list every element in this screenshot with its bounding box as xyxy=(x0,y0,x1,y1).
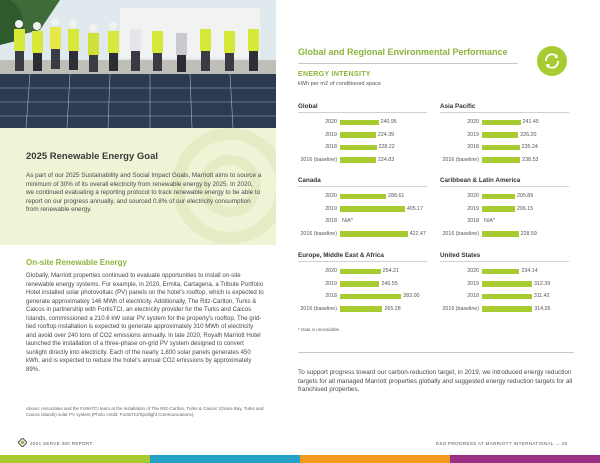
value-label: 235.24 xyxy=(521,144,538,150)
value-bar xyxy=(340,231,408,237)
chart-row xyxy=(298,143,427,154)
photo-caption: Above: Associates and the FortisTCI team at the installation of The Ritz-Carlton, Turks & Caicos' (Grace Bay, Turks and Caicos Islands) solar PV system (Photo credit: FortisTCI/Spotlight Communications). xyxy=(26,406,264,418)
chart-row xyxy=(298,280,427,291)
year-label: 2018 xyxy=(325,293,337,299)
value-label: 205.89 xyxy=(516,193,534,199)
chart-row xyxy=(298,292,427,303)
region-name: Global xyxy=(298,103,427,113)
chart-row xyxy=(440,205,569,216)
onsite-body: Globally, Marriott properties continued to evaluate opportunities to install on-site renewable energy systems. For example, in 2020, Ermita, Cartagena, a Tribute Portfolio Hotel installed solar photovoltaic (PV) panels on the hotel's rooftop, which is expected to generate approximately 146 MWh of electricity. Additionally, The Ritz-Carlton, Turks & Caicos in partnership with FortisTCI, an electricity provider for the Turks and Caicos Islands, commissioned a 210.6 kW solar PV system for the property's rooftop. The grid-tied rooftop installation is expected to generate approximately 310 MWh of electricity and avoid over 240 tons of CO2 emissions annually. In late 2020, Royalh Marriott Hotel launched the installation of a three-phase on-grid PV system designed to convert sunlight directly into electricity. Each of the nearly 1,800 solar panels generates 450 kWh, and is expected to reduce the hotel's annual CO2 emissions by approximately 89%. xyxy=(26,272,264,374)
value-bar xyxy=(340,294,401,300)
year-label: 2020 xyxy=(325,119,337,125)
year-label: 2018 xyxy=(325,144,337,150)
value-bar xyxy=(340,281,379,287)
goal-body: As part of our 2025 Sustainability and Social Impact Goals, Marriott aims to source a minimum of 30% of its overall electricity from renewable energy by 2025. In 2020, we continued evaluating a reporting protocol to track renewable energy to be able to report on our progress annually, and sourced 0.8% of our electricity consumption from renewable energy. xyxy=(26,172,262,214)
region-chart xyxy=(440,177,569,240)
region-name: Caribbean & Latin America xyxy=(440,177,569,187)
chart-row xyxy=(440,217,569,228)
value-bar xyxy=(482,157,520,163)
serve360-logo-icon xyxy=(18,438,27,447)
chart-row xyxy=(298,192,427,203)
year-label: 2019 xyxy=(467,205,479,212)
energy-intensity-subtitle: kWh per m2 of conditioned space xyxy=(298,81,382,87)
onsite-title: On-site Renewable Energy xyxy=(26,258,127,267)
value-label: 246.55 xyxy=(381,280,398,287)
recycle-icon xyxy=(537,46,567,76)
year-label: 2016 (baseline) xyxy=(300,156,337,163)
region-name: Canada xyxy=(298,177,427,187)
value-label: 405.17 xyxy=(406,205,424,212)
value-bar xyxy=(482,132,518,138)
value-label: 314.26 xyxy=(534,305,551,312)
value-label: 311.42 xyxy=(533,293,550,299)
title-divider xyxy=(298,63,518,64)
footer-page-label: ESG PROGRESS AT MARRIOTT INTERNATIONAL → 28 xyxy=(436,441,568,446)
energy-intensity-title: ENERGY INTENSITY xyxy=(298,71,371,78)
value-label: 226.20 xyxy=(520,131,537,138)
year-label: 2020 xyxy=(467,268,479,274)
year-label: 2020 xyxy=(467,193,479,199)
region-chart xyxy=(298,177,427,240)
chart-row xyxy=(440,305,569,316)
chart-row xyxy=(298,131,427,142)
value-bar xyxy=(340,157,376,163)
chart-row xyxy=(440,156,569,167)
region-name: United States xyxy=(440,252,569,262)
year-label: 2019 xyxy=(325,131,337,138)
value-bar xyxy=(482,145,520,151)
region-name: Europe, Middle East & Africa xyxy=(298,252,427,262)
year-label: 2016 (baseline) xyxy=(300,230,337,237)
value-label: N/A* xyxy=(342,218,353,224)
value-bar xyxy=(482,206,515,212)
chart-row xyxy=(440,267,569,278)
value-label: 312.39 xyxy=(533,280,551,287)
value-bar xyxy=(340,194,386,200)
year-label: 2019 xyxy=(325,280,337,287)
value-label: 234.14 xyxy=(521,268,538,274)
value-bar xyxy=(482,281,532,287)
chart-row xyxy=(440,131,569,142)
value-bar xyxy=(340,269,381,275)
value-label: 206.15 xyxy=(516,205,534,212)
value-bar xyxy=(340,206,405,212)
value-label: 228.59 xyxy=(520,230,537,237)
year-label: 2020 xyxy=(325,193,337,199)
value-label: 224.83 xyxy=(377,156,395,163)
footer-color-strip xyxy=(0,455,600,463)
value-label: 241.45 xyxy=(522,119,539,125)
value-bar xyxy=(482,306,532,312)
chart-row xyxy=(440,192,569,203)
value-label: 238.53 xyxy=(522,156,539,163)
section-title: Global and Regional Environmental Performance xyxy=(298,47,508,57)
year-label: 2019 xyxy=(325,205,337,212)
support-divider xyxy=(298,352,574,353)
year-label: 2020 xyxy=(325,268,337,274)
support-text: To support progress toward our carbon-reduction target, in 2019, we introduced energy reduction targets for all managed Marriott properties globally and suggested energy reduction targets for all franchised properties. xyxy=(298,369,573,394)
renewable-goal-panel xyxy=(0,128,276,245)
value-bar xyxy=(482,294,532,300)
value-label: 240.95 xyxy=(380,119,397,125)
year-label: 2016 (baseline) xyxy=(442,305,479,312)
value-label: 288.61 xyxy=(388,193,405,199)
solar-team-photo xyxy=(0,0,276,128)
value-bar xyxy=(340,306,382,312)
region-chart xyxy=(298,103,427,166)
value-bar xyxy=(482,231,519,237)
value-bar xyxy=(340,120,379,126)
region-chart xyxy=(440,252,569,315)
year-label: 2019 xyxy=(467,280,479,287)
year-label: 2018 xyxy=(467,144,479,150)
chart-row xyxy=(440,280,569,291)
year-label: 2020 xyxy=(467,119,479,125)
chart-row xyxy=(440,292,569,303)
chart-row xyxy=(440,230,569,241)
value-label: 224.39 xyxy=(377,131,395,138)
value-label: 265.28 xyxy=(384,305,401,312)
chart-row xyxy=(298,217,427,228)
year-label: 2018 xyxy=(325,218,337,224)
value-bar xyxy=(340,145,377,151)
chart-row xyxy=(298,205,427,216)
year-label: 2016 (baseline) xyxy=(442,230,479,237)
chart-row xyxy=(298,156,427,167)
photo-illustration xyxy=(0,0,276,128)
value-bar xyxy=(482,269,519,275)
region-chart xyxy=(440,103,569,166)
value-label: 228.22 xyxy=(378,144,395,150)
chart-row xyxy=(440,118,569,129)
region-chart xyxy=(298,252,427,315)
region-name: Asia Pacific xyxy=(440,103,569,113)
footnote: * Data is unavailable. xyxy=(298,327,341,332)
value-bar xyxy=(482,194,515,200)
year-label: 2018 xyxy=(467,293,479,299)
year-label: 2018 xyxy=(467,218,479,224)
year-label: 2016 (baseline) xyxy=(300,305,337,312)
goal-title: 2025 Renewable Energy Goal xyxy=(26,151,159,162)
value-label: 254.21 xyxy=(382,268,399,274)
footer-report-title: 2021 SERVE 360 REPORT xyxy=(30,441,93,446)
value-bar xyxy=(482,120,521,126)
value-label: 422.47 xyxy=(409,230,426,237)
value-bar xyxy=(340,132,376,138)
chart-row xyxy=(298,305,427,316)
year-label: 2019 xyxy=(467,131,479,138)
chart-row xyxy=(298,267,427,278)
chart-row xyxy=(298,230,427,241)
value-label: N/A* xyxy=(484,218,495,224)
chart-row xyxy=(298,118,427,129)
value-label: 383.00 xyxy=(403,293,420,299)
year-label: 2016 (baseline) xyxy=(442,156,479,163)
chart-row xyxy=(440,143,569,154)
